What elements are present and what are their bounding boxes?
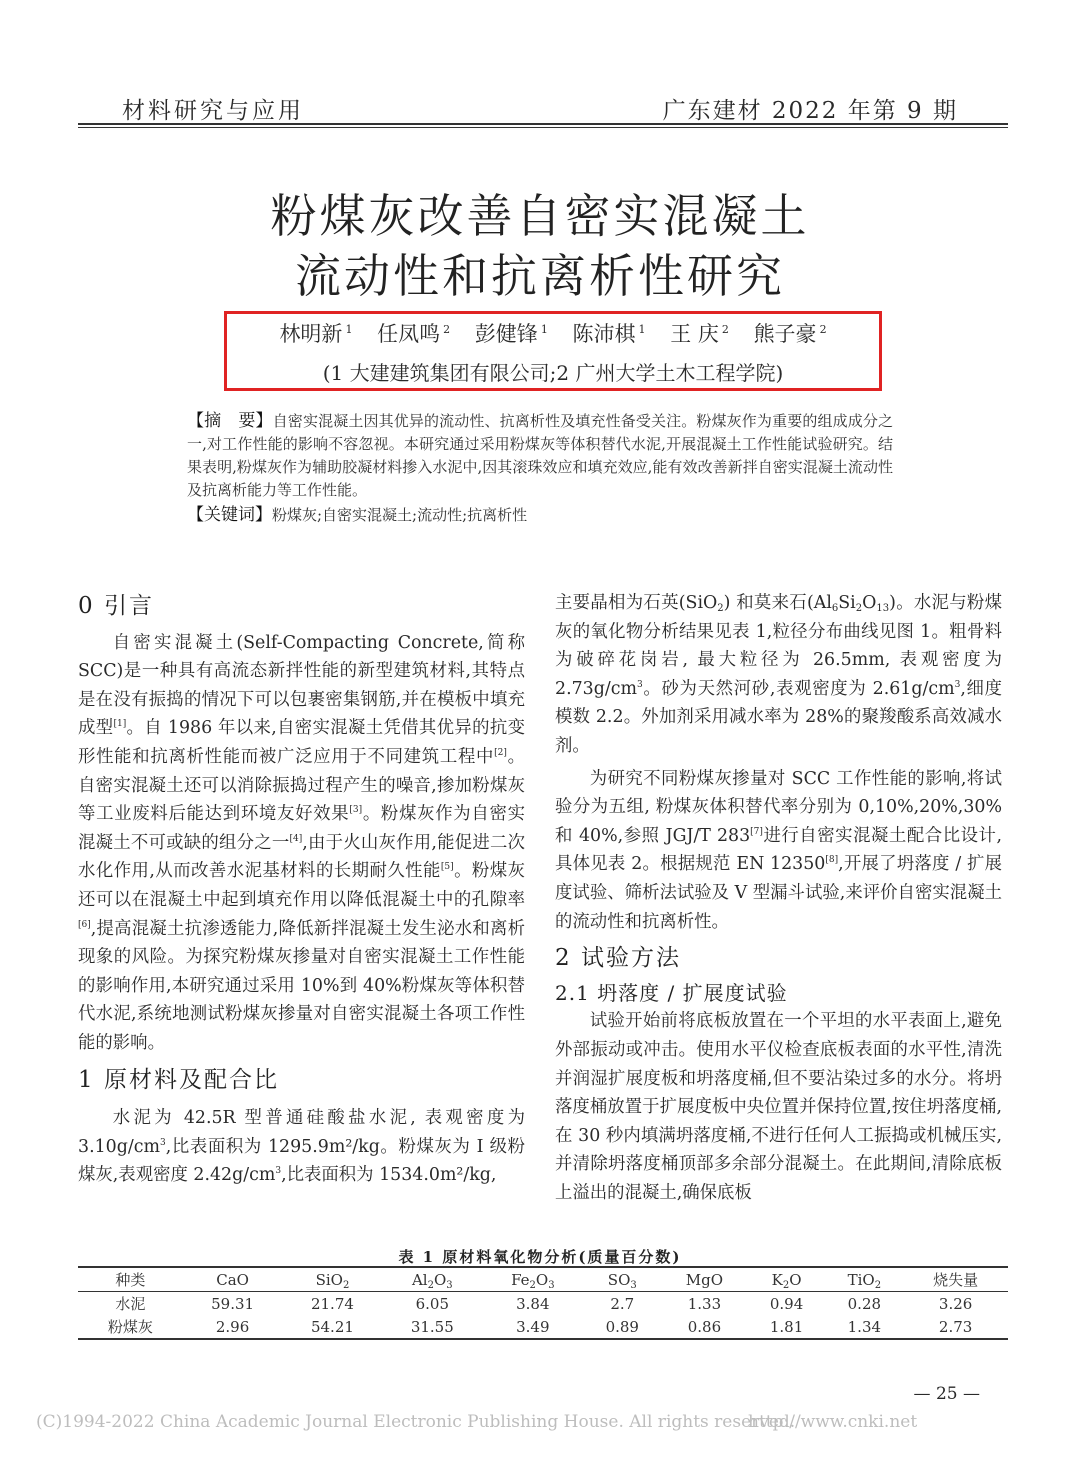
table-cell: 54.21 xyxy=(310,1317,354,1336)
section-heading-2: 2 试验方法 xyxy=(555,945,681,972)
abstract-text: 自密实混凝土因其优异的流动性、抗离析性及填充性备受关注。粉煤灰作为重要的组成成分之一,对工作性能的影响不容忽视。本研究通过采用粉煤灰等体积替代水泥,开展混凝土工作性能试验研究。结果表明,粉煤灰作为辅助胶凝材料掺入水泥中,因其滚珠效应和填充效应,能有效改善新拌自密实混凝土流动性及抗离析能力等工作性能。 xyxy=(187,412,893,499)
table-header-cell: $K_2O$ xyxy=(771,1270,802,1291)
keywords-text: 粉煤灰;自密实混凝土;流动性;抗离析性 xyxy=(272,506,528,524)
abstract xyxy=(187,410,893,502)
author: 林明新 $^1$ xyxy=(279,322,353,346)
table-cell: 1.81 xyxy=(769,1317,804,1336)
table-cell: 6.05 xyxy=(415,1294,449,1313)
keywords xyxy=(187,504,893,526)
table-header-cell: 种类 xyxy=(115,1271,146,1289)
slump-test-paragraph: 试验开始前将底板放置在一个平坦的水平表面上,避免外部振动或冲击。使用水平仪检查底板表面的水平性,清洗并润湿扩展度板和坍落度桶,但不要沾染过多的水分。将坍落度桶放置于扩展度板中央位置并保持位置,按住坍落度桶,在 30 秒内填满坍落度桶,不进行任何人工振捣或机械压实,并清除坍落度桶顶部多余部分混凝土。在此期间,清除底板上溢出的混凝土,确保底板 xyxy=(555,1011,1002,1203)
author: 彭健锋 $^1$ xyxy=(474,322,548,346)
left-column xyxy=(78,592,525,1190)
running-header-section: 材料研究与应用 xyxy=(122,98,304,124)
table-cell: 1.33 xyxy=(687,1294,722,1313)
section-heading-0: 0 引言 xyxy=(78,593,154,619)
subsection-heading-2-1: 2.1 坍落度 / 扩展度试验 xyxy=(555,980,788,1005)
author: 陈沛棋 $^1$ xyxy=(572,322,646,346)
cnki-url: http://www.cnki.net xyxy=(748,1412,918,1432)
title-line-2: 流动性和抗离析性研究 xyxy=(295,249,785,303)
author: 熊子豪 $^2$ xyxy=(753,322,827,346)
table-caption: 表 1 原材料氧化物分析(质量百分数) xyxy=(398,1248,682,1266)
intro-paragraph: 自密实混凝土(Self-Compacting Concrete,简称SCC)是一种具有高流态新拌性能的新型建筑材料,其特点是在没有振捣的情况下可以包裹密集钢筋,并在模板中填充成型[1]。自 1986 年以来,自密实混凝土凭借其优异的抗变形性能和抗离析性能而被广泛应用于不同建筑工程中[2]。自密实混凝土还可以消除振捣过程产生的噪音,掺加粉煤灰等工业废料后能达到环境友好效果[3]。粉煤灰作为自密实混凝土不可或缺的组分之一[4],由于火山灰作用,能促进二次水化作用,从而改善水泥基材料的长期耐久性能[5]。粉煤灰还可以在混凝土中起到填充作用以降低混凝土中的孔隙率[6],提高混凝土抗渗透能力,降低新拌混凝土发生泌水和离析现象的风险。为探究粉煤灰掺量对自密实混凝土工作性能的影响作用,本研究通过采用 10%到 40%粉煤灰等体积替代水泥,系统地测试粉煤灰掺量对自密实混凝土各项工作性能的影响。 xyxy=(78,632,525,1053)
table-cell: 水泥 xyxy=(115,1295,146,1313)
table-cell: 59.31 xyxy=(211,1294,255,1313)
title-line-1: 粉煤灰改善自密实混凝土 xyxy=(270,189,810,243)
table-header-row xyxy=(78,1267,1008,1292)
author-list xyxy=(224,318,882,348)
table-cell: 2.73 xyxy=(938,1317,973,1336)
table-header-cell: $SO_3$ xyxy=(607,1270,637,1291)
table-cell: 1.34 xyxy=(847,1317,882,1336)
table-row xyxy=(78,1292,1008,1316)
table-cell: 21.74 xyxy=(310,1294,354,1313)
table-cell: 3.49 xyxy=(516,1317,550,1336)
header-rule xyxy=(78,123,1008,125)
author: 任凤鸣 $^2$ xyxy=(377,322,451,346)
table-header-cell: MgO xyxy=(685,1270,724,1289)
table-header-cell: TiO$_2$ xyxy=(847,1270,882,1291)
table-cell: 3.26 xyxy=(938,1294,973,1313)
table-cell: 0.86 xyxy=(687,1317,722,1336)
abstract-label: 【摘 要】 xyxy=(187,411,273,431)
table-cell: 3.84 xyxy=(516,1294,550,1313)
table-cell: 粉煤灰 xyxy=(107,1318,153,1336)
materials-paragraph: 水泥为 42.5R 型普通硅酸盐水泥, 表观密度为 $3.10g/cm^3$,比表面积为 1295.9m²/kg。粉煤灰为 I 级粉煤灰,表观密度 $2.42g/cm^3$,比表面积为 1534.0m²/kg, xyxy=(78,1108,525,1186)
section-heading-1: 1 原材料及配合比 xyxy=(78,1066,279,1093)
right-column xyxy=(555,589,1002,1207)
table-header-cell: SiO$_2$ xyxy=(315,1270,350,1291)
table-header-cell: $Fe_2O_3$ xyxy=(511,1270,555,1291)
table-cell: 0.28 xyxy=(847,1294,882,1313)
table-header-cell: 烧失量 xyxy=(933,1271,979,1289)
materials-paragraph-cont: 主要晶相为石英(SiO$_2$) 和莫来石$(Al_6Si_2O_{13})$。水泥与粉煤灰的氧化物分析结果见表 1,粒径分布曲线见图 1。粗骨料为破碎花岗岩, 最大粒径为 26.5mm, 表观密度为 $2.73g/cm^3$。砂为天然河砂,表观密度为 $2.61g/cm^3$,细度模数 2.2。外加剂采用减水率为 28%的聚羧酸系高效减水剂。 xyxy=(555,593,1002,756)
table-cell: 2.7 xyxy=(610,1294,635,1313)
page-number: — 25 — xyxy=(913,1384,980,1404)
table-cell: 0.89 xyxy=(605,1317,639,1336)
table-cell: 2.96 xyxy=(215,1317,250,1336)
oxide-analysis-table xyxy=(78,1266,1008,1340)
table-cell: 31.55 xyxy=(410,1317,454,1336)
author: 王 庆 $^2$ xyxy=(670,322,729,346)
keywords-label: 【关键词】 xyxy=(187,505,272,525)
mix-design-paragraph: 为研究不同粉煤灰掺量对 SCC 工作性能的影响,将试验分为五组, 粉煤灰体积替代率分别为 0,10%,20%,30%和 40%,参照 JGJ/T 283[7]进行自密实混凝土配合比设计,具体见表 2。根据规范 EN 12350[8],开展了坍落度 / 扩展度试验、筛析法试验及 V 型漏斗试验,来评价自密实混凝土的流动性和抗离析性。 xyxy=(555,768,1002,932)
header-rule-thin xyxy=(78,127,1008,128)
table-row xyxy=(78,1315,1008,1339)
running-header-journal: 广东建材 2022 年第 9 期 xyxy=(662,98,958,124)
copyright-notice: (C)1994-2022 China Academic Journal Electronic Publishing House. All rights reserved. xyxy=(36,1412,796,1432)
affiliation: (1 大建建筑集团有限公司;2 广州大学土木工程学院) xyxy=(322,361,784,385)
table-header-cell: $Al_2O_3$ xyxy=(411,1270,453,1291)
table-header-cell: CaO xyxy=(216,1270,249,1289)
table-cell: 0.94 xyxy=(769,1294,804,1313)
